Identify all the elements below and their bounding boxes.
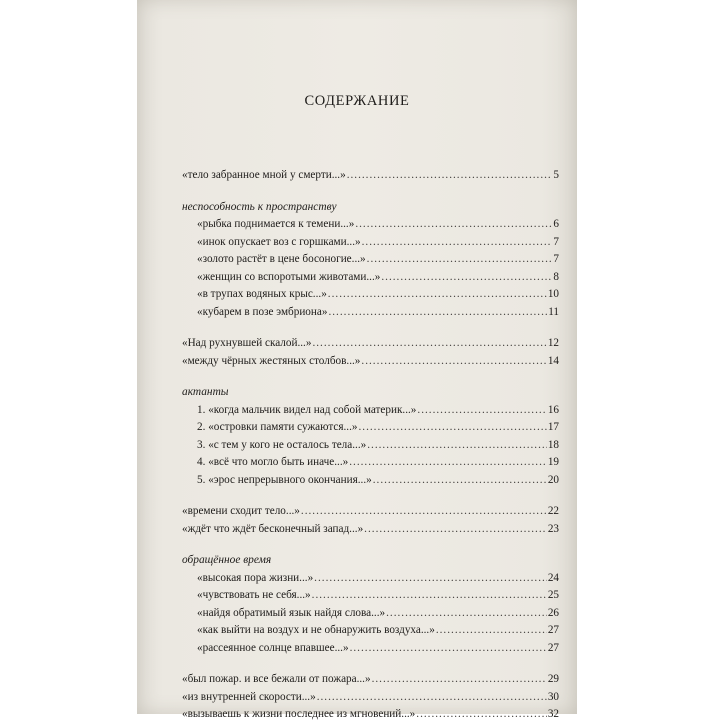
toc-entry[interactable] (182, 522, 559, 536)
toc-entry-page-number: 30 (547, 690, 559, 703)
toc-entry-page-number: 17 (547, 421, 559, 433)
toc-entry[interactable] (197, 305, 559, 319)
toc-entry-title: «чувствовать не себя...» (197, 589, 311, 601)
toc-entry-page-number: 27 (547, 624, 559, 636)
dot-leader (312, 588, 547, 602)
toc-entry-title: «тело забранное мной у смерти...» (182, 169, 346, 181)
dot-leader (386, 606, 547, 620)
toc-entry[interactable] (197, 235, 559, 249)
toc-entry-page-number: 6 (553, 218, 559, 230)
toc-entry[interactable] (197, 287, 559, 301)
toc-entry[interactable] (182, 336, 559, 350)
toc-entry-title: «был пожар. и все бежали от пожара...» (182, 673, 371, 685)
toc-entry[interactable] (197, 455, 559, 469)
toc-entry-page-number: 19 (547, 456, 559, 468)
toc-entry-title: «в трупах водяных крыс...» (197, 288, 327, 300)
dot-leader (328, 305, 547, 319)
toc-entry[interactable] (197, 420, 559, 434)
toc-entry[interactable] (197, 252, 559, 266)
toc-entry-page-number: 24 (547, 571, 559, 584)
page-title: СОДЕРЖАНИЕ (304, 93, 410, 109)
toc-entry-page-number: 8 (553, 270, 559, 283)
dot-leader (361, 354, 546, 368)
toc-entry-title: 5. «эрос непрерывного окончания...» (197, 473, 372, 486)
toc-entry[interactable] (197, 403, 559, 417)
dot-leader (328, 287, 547, 301)
toc-entry-title: 2. «островки памяти сужаются...» (197, 421, 358, 433)
toc-entry-page-number: 7 (553, 235, 559, 248)
dot-leader (364, 522, 547, 536)
toc-entry[interactable] (197, 606, 559, 620)
section-heading: неспособность к пространству (182, 200, 337, 213)
table-of-contents (137, 0, 577, 720)
toc-entry-title: «золото растёт в цене босоногие...» (197, 253, 366, 265)
toc-entry[interactable] (197, 438, 559, 452)
book-page (137, 0, 577, 720)
toc-entry-title: 1. «когда мальчик видел над собой материк...» (197, 403, 417, 416)
toc-entry-title: 3. «с тем у кого не осталось тела...» (197, 438, 367, 451)
dot-leader (362, 235, 553, 249)
dot-leader (367, 438, 547, 452)
toc-entry-page-number: 25 (547, 589, 559, 601)
dot-leader (436, 623, 547, 637)
dot-leader (367, 252, 553, 266)
toc-entry-page-number: 26 (547, 606, 559, 619)
dot-leader (417, 403, 546, 417)
toc-entry-page-number: 5 (553, 169, 559, 181)
toc-entry-page-number: 18 (547, 438, 559, 451)
toc-entry[interactable] (182, 504, 559, 518)
toc-entry-page-number: 12 (547, 337, 559, 349)
dot-leader (349, 455, 547, 469)
toc-entry-title: «инок опускает воз с горшками...» (197, 235, 361, 248)
toc-entry-page-number: 23 (547, 522, 559, 535)
toc-entry-title: «ждёт что ждёт бесконечный запад...» (182, 522, 364, 535)
toc-entry[interactable] (197, 217, 559, 231)
toc-entry-title: «из внутренней скорости...» (182, 690, 316, 703)
toc-entry-title: «женщин со вспоротыми животами...» (197, 270, 381, 283)
dot-leader (312, 336, 546, 350)
toc-entry-title: 4. «всё что могло быть иначе...» (197, 456, 349, 468)
toc-entry-page-number: 7 (553, 253, 559, 265)
toc-entry-page-number: 27 (547, 641, 559, 654)
toc-entry[interactable] (182, 672, 559, 686)
dot-leader (416, 707, 547, 721)
toc-entry-page-number: 32 (547, 708, 559, 720)
dot-leader (372, 672, 547, 686)
toc-entry[interactable] (182, 354, 559, 368)
dot-leader (355, 217, 552, 231)
section-heading: обращённое время (182, 554, 272, 566)
toc-entry-page-number: 29 (547, 673, 559, 685)
toc-entry[interactable] (182, 690, 559, 704)
toc-entry[interactable] (197, 641, 559, 655)
dot-leader (301, 504, 547, 518)
toc-entry-title: «между чёрных жестяных столбов...» (182, 354, 361, 367)
toc-entry-page-number: 14 (547, 354, 559, 367)
dot-leader (381, 270, 552, 284)
toc-entry[interactable] (197, 588, 559, 602)
toc-entry-title: «вызываешь к жизни последнее из мгновений...» (182, 708, 416, 720)
dot-leader (317, 690, 547, 704)
toc-entry-page-number: 11 (548, 305, 559, 318)
toc-entry-page-number: 20 (547, 473, 559, 486)
toc-entry-page-number: 22 (547, 505, 559, 517)
toc-entry[interactable] (197, 270, 559, 284)
toc-entry[interactable] (182, 707, 559, 721)
toc-entry[interactable] (197, 571, 559, 585)
toc-entry-title: «рыбка поднимается к темени...» (197, 218, 355, 230)
toc-entry[interactable] (182, 168, 559, 182)
toc-entry-title: «Над рухнувшей скалой...» (182, 337, 312, 349)
dot-leader (358, 420, 546, 434)
dot-leader (373, 473, 547, 487)
dot-leader (350, 641, 547, 655)
toc-entry-title: «высокая пора жизни...» (197, 571, 314, 584)
toc-entry-title: «времени сходит тело...» (182, 505, 300, 517)
toc-entry-page-number: 10 (547, 288, 559, 300)
toc-entry-title: «кубарем в позе эмбриона» (197, 305, 328, 318)
dot-leader (347, 168, 553, 182)
toc-entry[interactable] (197, 623, 559, 637)
section-heading: актанты (182, 386, 229, 398)
toc-entry[interactable] (197, 473, 559, 487)
toc-entry-title: «найдя обратимый язык найдя слова...» (197, 606, 386, 619)
toc-entry-page-number: 16 (547, 403, 559, 416)
dot-leader (314, 571, 547, 585)
toc-entry-title: «как выйти на воздух и не обнаружить воздуха...» (197, 624, 435, 636)
toc-entry-title: «рассеянное солнце впавшее...» (197, 641, 349, 654)
